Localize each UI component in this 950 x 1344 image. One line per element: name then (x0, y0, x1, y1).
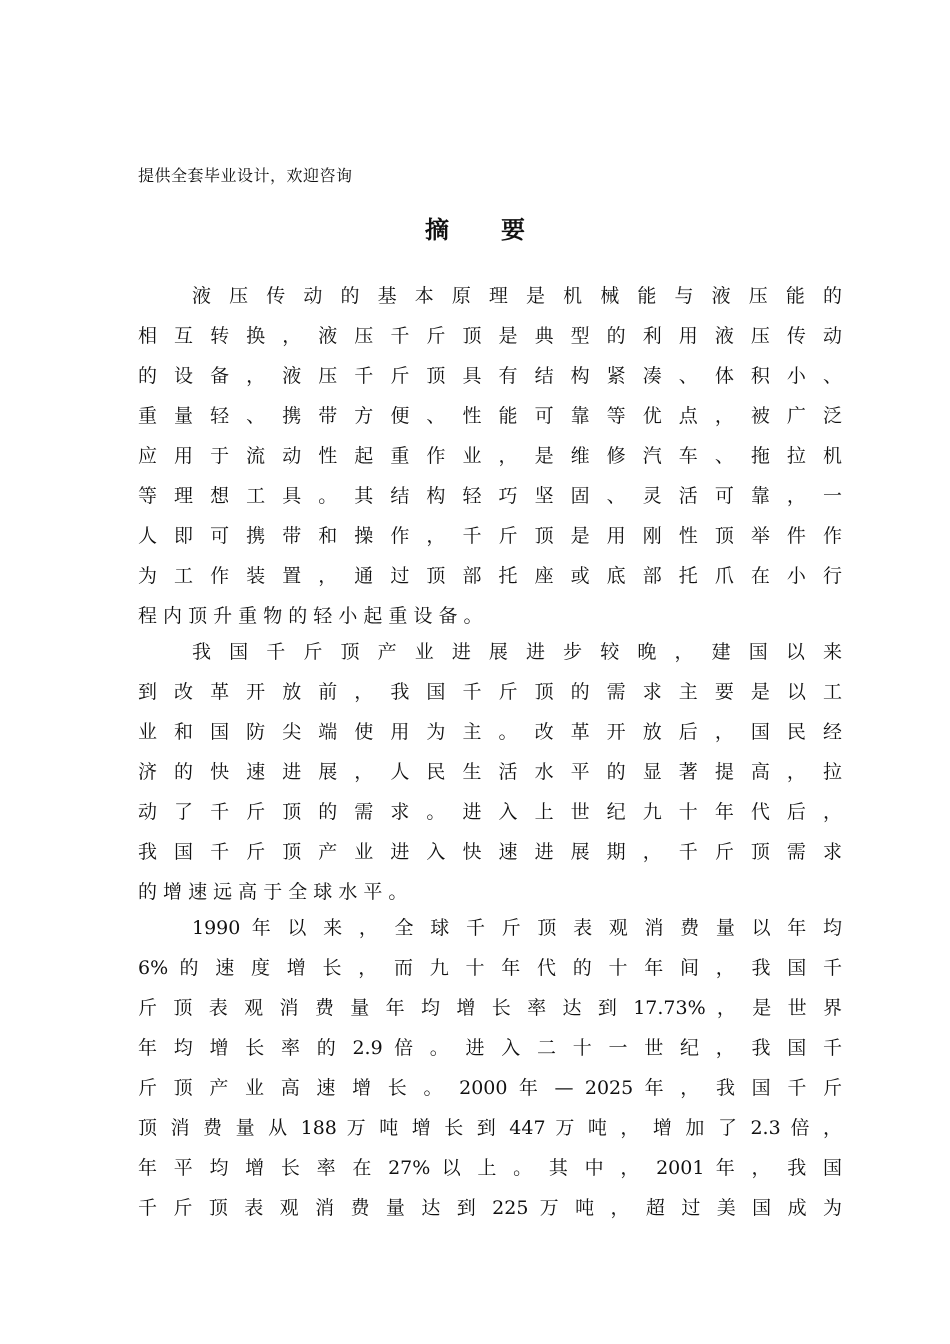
body-line: 6% 的 速 度 增 长 ， 而 九 十 年 代 的 十 年 间 ， 我 国 千 (138, 957, 842, 979)
title-char-1: 摘 (425, 215, 449, 244)
body-line: 1990 年 以 来 ， 全 球 千 斤 顶 表 观 消 费 量 以 年 均 (192, 917, 842, 939)
body-line: 到 改 革 开 放 前 ， 我 国 千 斤 顶 的 需 求 主 要 是 以 工 (138, 681, 842, 703)
body-line: 年 平 均 增 长 率 在 27% 以 上 。 其 中 ， 2001 年 ， 我 国 (138, 1157, 842, 1179)
header-note: 提供全套毕业设计，欢迎咨询 (138, 166, 353, 185)
body-line: 人 即 可 携 带 和 操 作 ， 千 斤 顶 是 用 刚 性 顶 举 件 作 (138, 525, 842, 547)
abstract-title (0, 210, 950, 245)
body-line: 年 均 增 长 率 的 2.9 倍 。 进 入 二 十 一 世 纪 ， 我 国 千 (138, 1037, 842, 1059)
body-line: 我 国 千 斤 顶 产 业 进 入 快 速 进 展 期 ， 千 斤 顶 需 求 (138, 841, 842, 863)
body-line: 液 压 传 动 的 基 本 原 理 是 机 械 能 与 液 压 能 的 (192, 285, 842, 307)
body-line: 相 互 转 换 ， 液 压 千 斤 顶 是 典 型 的 利 用 液 压 传 动 (138, 325, 842, 347)
body-line: 的 设 备 ， 液 压 千 斤 顶 具 有 结 构 紧 凑 、 体 积 小 、 (138, 365, 842, 387)
body-line: 顶 消 费 量 从 188 万 吨 增 长 到 447 万 吨 ， 增 加 了 2.3 倍 ， (138, 1117, 842, 1139)
body-line: 等 理 想 工 具 。 其 结 构 轻 巧 坚 固 、 灵 活 可 靠 ， 一 (138, 485, 842, 507)
body-line: 程 内 顶 升 重 物 的 轻 小 起 重 设 备 。 (138, 605, 483, 627)
body-line: 业 和 国 防 尖 端 使 用 为 主 。 改 革 开 放 后 ， 国 民 经 (138, 721, 842, 743)
body-line: 斤 顶 表 观 消 费 量 年 均 增 长 率 达 到 17.73% ， 是 世 界 (138, 997, 842, 1019)
body-line: 千 斤 顶 表 观 消 费 量 达 到 225 万 吨 ， 超 过 美 国 成 为 (138, 1197, 842, 1219)
body-line: 斤 顶 产 业 高 速 增 长 。 2000 年 — 2025 年 ， 我 国 千 斤 (138, 1077, 842, 1099)
body-line: 为 工 作 装 置 ， 通 过 顶 部 托 座 或 底 部 托 爪 在 小 行 (138, 565, 842, 587)
body-line: 应 用 于 流 动 性 起 重 作 业 ， 是 维 修 汽 车 、 拖 拉 机 (138, 445, 842, 467)
body-line: 济 的 快 速 进 展 ， 人 民 生 活 水 平 的 显 著 提 高 ， 拉 (138, 761, 842, 783)
title-char-2: 要 (501, 215, 525, 244)
body-line: 我 国 千 斤 顶 产 业 进 展 进 步 较 晚 ， 建 国 以 来 (192, 641, 842, 663)
abstract-body (138, 276, 842, 1228)
body-line: 的 增 速 远 高 于 全 球 水 平 。 (138, 881, 408, 903)
body-line: 动 了 千 斤 顶 的 需 求 。 进 入 上 世 纪 九 十 年 代 后 ， (138, 801, 842, 823)
body-line: 重 量 轻 、 携 带 方 便 、 性 能 可 靠 等 优 点 ， 被 广 泛 (138, 405, 842, 427)
